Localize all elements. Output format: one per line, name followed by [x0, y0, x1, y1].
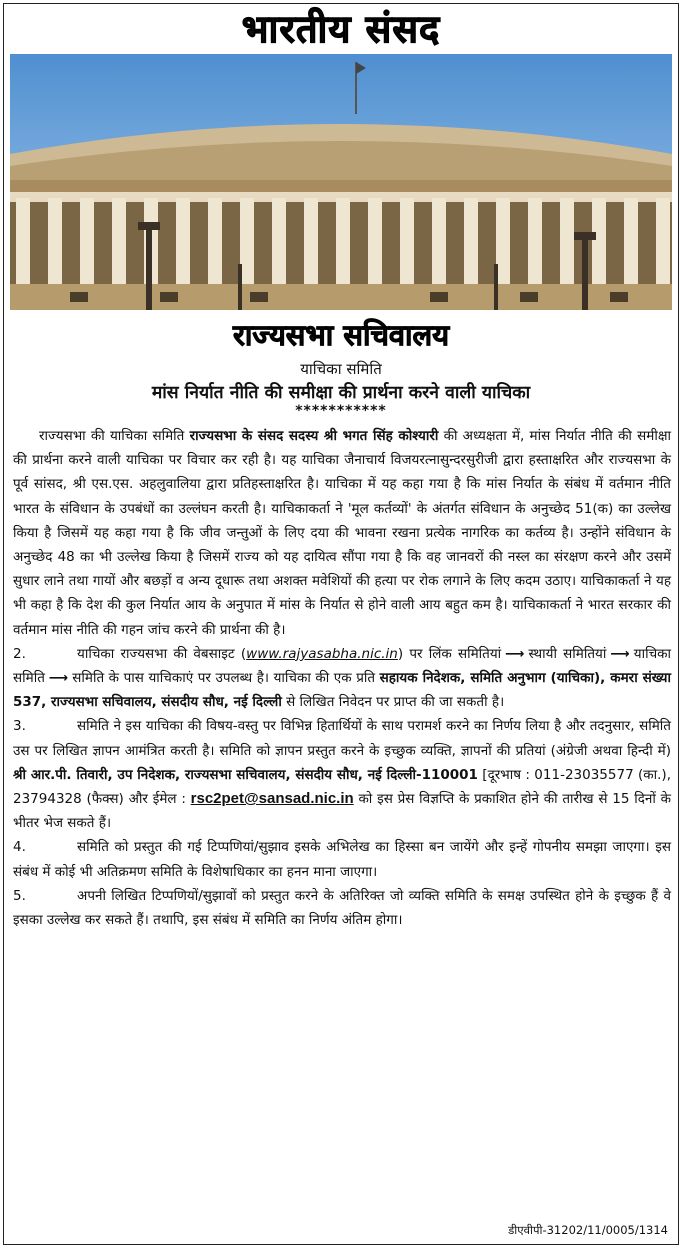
paragraph-4 [13, 835, 671, 883]
notice-body [4, 420, 678, 932]
arrow-icon: ⟶ [48, 670, 69, 687]
p5-number: 5. [13, 887, 26, 904]
masthead-title: भारतीय संसद [241, 7, 441, 51]
advertisement [3, 3, 679, 1245]
paragraph-2 [13, 642, 671, 715]
p3-text-c: [दूरभाष : 011-23035577 (का.), 23794328 (फैक्स) और ईमेल : [13, 766, 671, 808]
p3-text-a: समिति ने इस याचिका की विषय-वस्तु पर विभिन्न हितार्थियों के साथ परामर्श करने का निर्णय लिया है और तदनुसार, समिति उस पर लिखित ज्ञापन आमंत्रित करती है। समिति को ज्ञापन प्रस्तुत करने के इच्छुक व्यक्ति, ज्ञापनों की प्रतियां (अंग्रेजी अथवा हिन्दी में) [13, 718, 671, 759]
p4-number: 4. [13, 839, 26, 856]
p2-text-g: से लिखित निवेदन पर प्राप्त की जा सकती है। [281, 694, 505, 711]
p3-contact: श्री आर.पी. तिवारी, उप निदेशक, राज्यसभा सचिवालय, संसदीय सौध, नई दिल्ली-110001 [13, 766, 478, 783]
committee-name: याचिका समिति [300, 360, 382, 378]
p2-text-a: याचिका राज्यसभा की वेबसाइट ( [77, 645, 247, 662]
p3-number: 3. [13, 718, 26, 735]
paragraph-5 [13, 884, 671, 932]
p2-address: सहायक निदेशक, समिति अनुभाग (याचिका), कमरा संख्या 537, राज्यसभा सचिवालय, संसदीय सौध, नई दिल्ली [13, 670, 672, 711]
p1-text-c: की अध्यक्षता में, मांस निर्यात नीति की समीक्षा की प्रार्थना करने वाली याचिका पर विचार कर रही है। यह याचिका जैनाचार्य विजयरत्नासुन्दरसुरीजी द्वारा हस्ताक्षरित और राज्यसभा के पूर्व सांसद, श्री एस.एस. अहलुवालिया द्वारा प्रतिहस्ताक्षरित है। याचिका में यह कहा गया है कि मांस निर्यात के संबंध में वर्तमान नीति भारत के संविधान के उपबंधों का उल्लंघन करती है। याचिकाकर्ता ने 'मूल कर्तव्यों' के अंतर्गत संविधान के अनुच्छेद 51(क) का उल्लेख किया है जिसमें यह कहा गया है कि जीव जन्तुओं के लिए दया की भावना रखना प्रत्येक नागरिक का कर्तव्य है। उन्होंने संविधान के अनुच्छेद 48 का भी उल्लेख किया है जिसमें राज्य को यह दायित्व सौंपा गया है कि वह जानवरों की नस्ल का संरक्षण करने और उसमें सुधार लाने तथा गायों और बछड़ों व अन्य दूधारू तथा अशक्त मवेशियों की हत्या पर रोक लगाने के लिए कदम उठाए। याचिकाकर्ता ने यह भी कहा है कि देश की कुल निर्यात आय के अनुपात में मांस के निर्यात से होने वाली आय बहुत कम है। याचिकाकर्ता ने भारत सरकार की वर्तमान मांस नीति की गहन जांच करने की प्रार्थना की है। [13, 428, 672, 638]
p2-text-c: स्थायी समितियां [528, 645, 607, 662]
paragraph-1 [13, 424, 671, 642]
p5-text-a: अपनी लिखित टिप्पणियों/सुझावों को प्रस्तुत करने के अतिरिक्त जो व्यक्ति समिति के समक्ष उपस्थित होने के इच्छुक हैं वे इसका उल्लेख कर सकते हैं। तथापि, इस संबंध में समिति का निर्णय अंतिम होगा। [13, 887, 671, 929]
petition-title: मांस निर्यात नीति की समीक्षा की प्रार्थना करने वाली याचिका [151, 383, 531, 403]
separator: *********** [295, 403, 387, 419]
website-link[interactable]: www.rajyasabha.nic.in [246, 645, 398, 662]
parliament-photo [10, 54, 672, 310]
davp-code: डीएवीपी-31202/11/0005/1314 [508, 1223, 668, 1237]
p2-text-b: ) पर लिंक समितियां [397, 645, 502, 662]
arrow-icon: ⟶ [610, 645, 630, 662]
paragraph-3 [13, 714, 671, 835]
p2-text-d: याचिका समिति [13, 645, 672, 687]
p2-text-e: समिति के पास याचिकाएं पर उपलब्ध है। याचिका की एक प्रति [72, 670, 380, 687]
email-link[interactable]: rsc2pet@sansad.nic.in [190, 790, 354, 808]
p1-text-a: राज्यसभा की याचिका समिति [39, 428, 190, 444]
p4-text-a: समिति को प्रस्तुत की गई टिप्पणियां/सुझाव इसके अभिलेख का हिस्सा बन जायेंगे और इन्हें गोपनीय समझा जाएगा। इस संबंध में कोई भी अतिक्रमण समिति के विशेषाधिकार का हनन माना जाएगा। [13, 839, 671, 880]
parliament-building-illustration [10, 54, 672, 310]
p3-text-d: को इस प्रेस विज्ञप्ति के प्रकाशित होने की तारीख से 15 दिनों के भीतर भेज सकते हैं। [13, 791, 671, 832]
arrow-icon: ⟶ [505, 645, 525, 662]
p1-chairman: राज्यसभा के संसद सदस्य श्री भगत सिंह कोश्यारी [189, 428, 439, 444]
p2-number: 2. [13, 645, 26, 662]
subhead-title: राज्यसभा सचिवालय [232, 318, 450, 352]
